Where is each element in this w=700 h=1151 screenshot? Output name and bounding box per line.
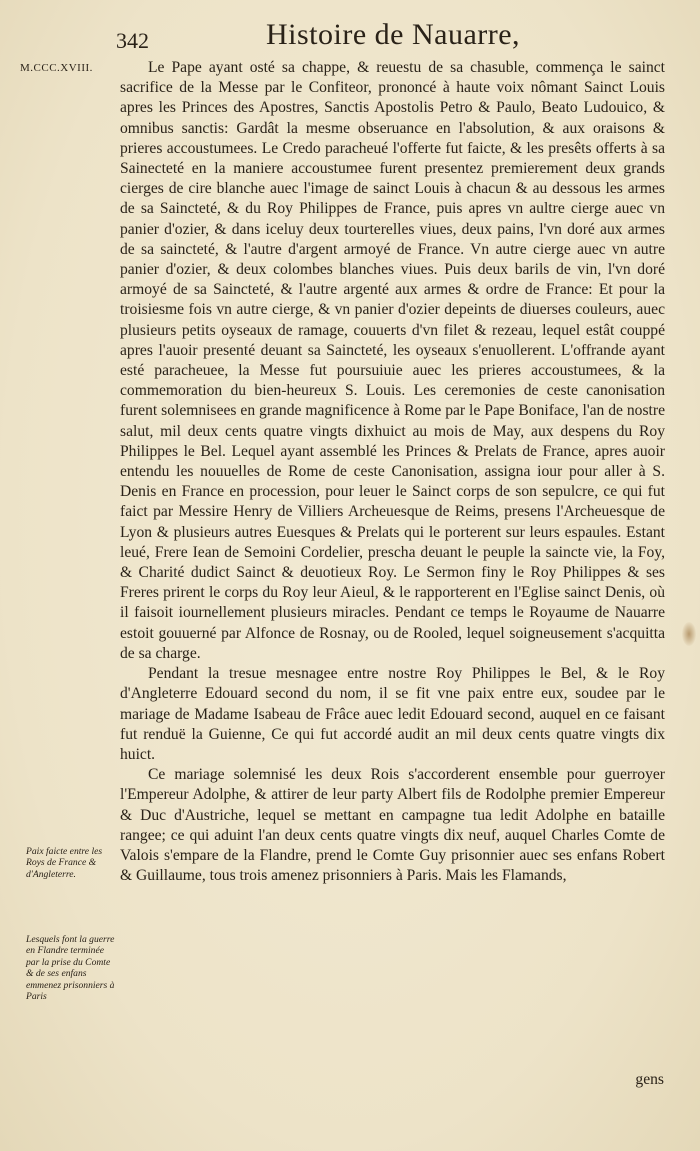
- margin-note: Paix faicte entre les Roys de France & d'Angleterre.: [26, 846, 103, 880]
- paper-stain: [682, 622, 696, 646]
- margin-year: M.CCC.XVIII.: [20, 62, 93, 74]
- margin-note: Lesquels font la guerre en Flandre terminée par la prise du Comte & de ses enfans emmenez prisonniers à Paris: [26, 934, 115, 1003]
- running-title: Histoire de Nauarre,: [266, 18, 521, 51]
- paragraph: Le Pape ayant osté sa chappe, & reuestu de sa chasuble, commença le sainct sacrifice de la Messe par le Confiteor, prononcé à haute voix nômant Sainct Louis apres les Princes des Apostres, Sanctis Apostolis Petro & Paulo, Beato Ludouico, & omnibus sanctis: Gardât la mesme obseruance en l'absolution, & aux oraisons & prieres accoustumees. Le Credo paracheué l'offerte fut faicte, & les presêts offerts à sa Sainecteté en la maniere accoustumee furent presentez premierement deux grands cierges de cire blanche auec l'image de sainct Louis à chacun & au dessous les armes de sa Saincteté, & du Roy Philippes de France, puis apres vn aultre cierge auec vn panier d'ozier, & dans iceluy deux tourterelles viues, deux pains, l'vn doré aux armes de sa saincteté, & l'autre d'argent armoyé de France. Vn autre cierge auec vn autre panier d'ozier, & deux colombes blanches viues. Puis deux barils de vin, l'vn doré armoyé de sa Saincteté, & l'autre argenté aux armes & ordre de France: Et pour la troisiesme fois vn autre cierge, & vn panier d'ozier depeints de diuerses couleurs, auec plusieurs petits oyseaux de ramage, couuerts d'vn filet & rezeau, lequel estât couppé apres l'auoir presenté deuant sa Saincteté, les oyseaux s'enuollerent. L'offrande ayant esté paracheuee, la Messe fut poursuiuie auec les prieres accoustumees, & la commemoration du bien-heureux S. Louis. Les ceremonies de ceste canonisation furent solemnisees en grande magnificence à Rome par le Pape Boniface, l'an de nostre salut, mil deux cents quatre vingts dixhuict au mois de May, aux despens du Roy Philippes le Bel. Lequel ayant assemblé les Princes & Prelats de France, apres auoir entendu les nouuelles de Rome de ceste Canonisation, assigna iour pour aller à S. Denis en France en procession, pour leuer le Sainct corps de son sepulcre, ce qui fut faict par Messire Henry de Villiers Archeuesque de Reims, presens l'Archeuesque de Lyon & plusieurs autres Euesques & Prelats qui le porterent sur leurs espaules. Estant leué, Frere Iean de Semoini Cordelier, prescha deuant le peuple la saincte vie, la Foy, & Charité dudict Sainct & deuotieux Roy. Le Sermon finy le Roy Philippes & ses Freres prirent le corps du Roy leur Aieul, & le rapporterent en l'Eglise sainct Denis, où il faisoit iournellement plusieurs miracles. Pendant ce temps le Royaume de Nauarre estoit gouuerné par Alfonce de Rosnay, ou de Rooled, lequel soigneusement s'acquitta de sa charge.: [120, 59, 665, 662]
- paragraph: Pendant la tresue mesnagee entre nostre Roy Philippes le Bel, & le Roy d'Angleterre Edouard second du nom, il se fit vne paix entre eux, soudee par le mariage de Madame Isabeau de Frâce auec ledit Edouard second, auquel en ce faisant fut renduë la Guienne, Ce qui fut accordé audit an mil deux cents quatre vingts dix huict.: [120, 665, 665, 763]
- page-number: 342: [116, 28, 149, 53]
- paragraph: Ce mariage solemnisé les deux Rois s'accorderent ensemble pour guerroyer l'Empereur Adolphe, & attirer de leur party Albert fils de Rodolphe premier Empereur & Duc d'Austriche, lequel se mettant en campagne tua ledit Adolphe en bataille rangee; ce qui aduint l'an deux cents quatre vingts dix neuf, auquel Charles Comte de Valois s'empare de la Flandre, prend le Comte Guy prisonnier auec ses enfans Robert & Guillaume, tous trois amenez prisonniers à Paris. Mais les Flamands,: [120, 766, 665, 885]
- page-header: [110, 18, 670, 58]
- catchword: gens: [635, 1071, 664, 1088]
- body-text: [120, 58, 665, 886]
